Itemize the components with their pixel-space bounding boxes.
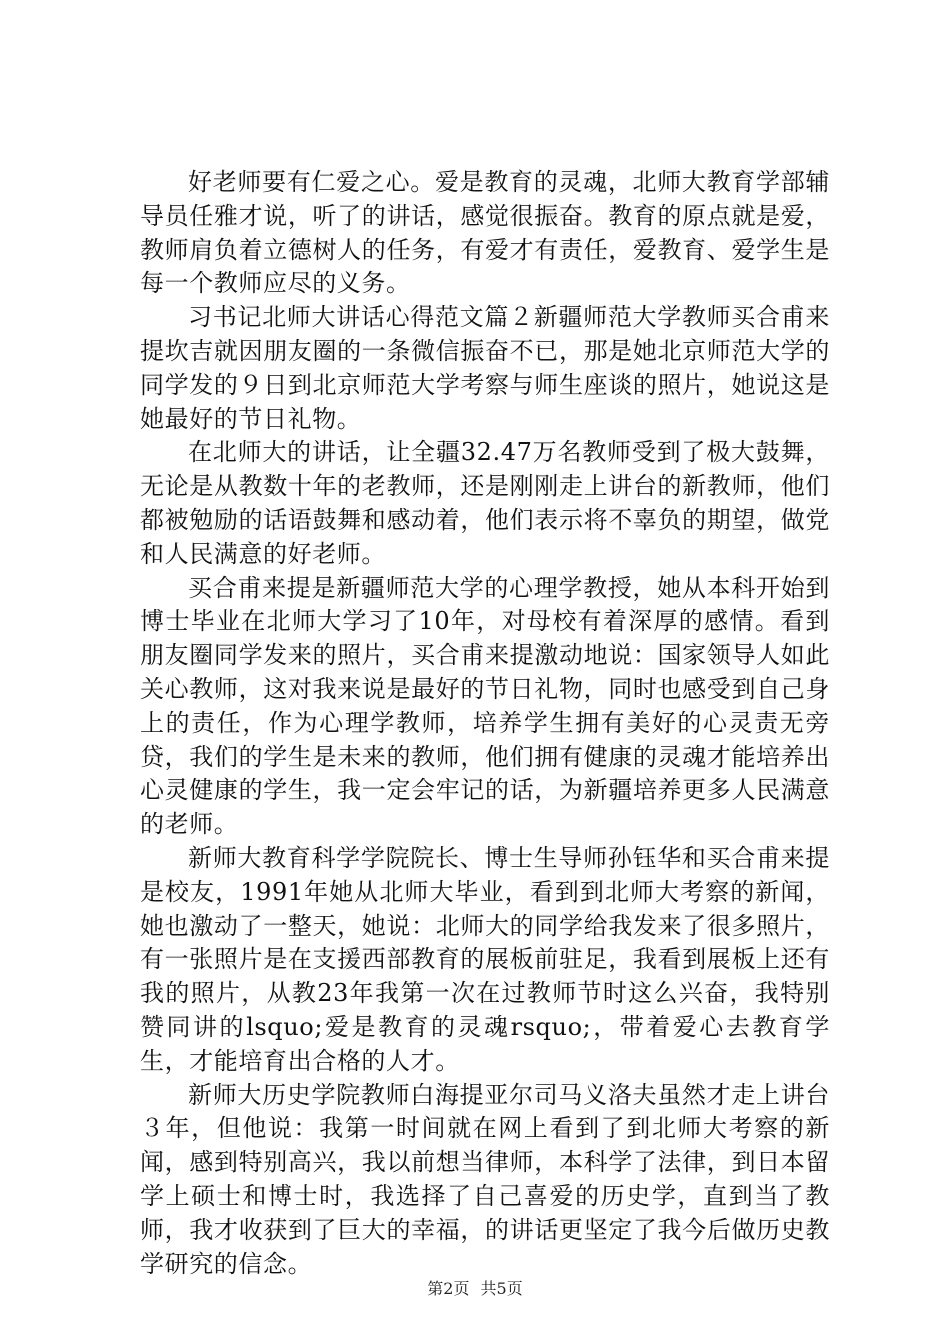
paragraph-1: 好老师要有仁爱之心。爱是教育的灵魂，北师大教育学部辅导员任雅才说，听了的讲话，感觉很振奋。教育的原点就是爱，教师肩负着立德树人的任务，有爱才有责任，爱教育、爱学生是每一个教师应尽的义务。 [140,168,830,298]
page-total: 共5页 [480,1279,523,1298]
page-footer [0,1279,950,1299]
paragraph-4: 买合甫来提是新疆师范大学的心理学教授，她从本科开始到博士毕业在北师大学习了10年，对母校有着深厚的感情。看到朋友圈同学发来的照片，买合甫来提激动地说：国家领导人如此关心教师，这对我来说是最好的节日礼物，同时也感受到自己身上的责任，作为心理学教师，培养学生拥有美好的心灵责无旁贷，我们的学生是未来的教师，他们拥有健康的灵魂才能培养出心灵健康的学生，我一定会牢记的话，为新疆培养更多人民满意的老师。 [140,573,830,839]
paragraph-5: 新师大教育科学学院院长、博士生导师孙钰华和买合甫来提是校友，1991年她从北师大毕业，看到到北师大考察的新闻，她也激动了一整天，她说：北师大的同学给我发来了很多照片，有一张照片是在支援西部教育的展板前驻足，我看到展板上还有我的照片，从教23年我第一次在过教师节时这么兴奋，我特别赞同讲的lsquo;爱是教育的灵魂rsquo;，带着爱心去教育学生，才能培育出合格的人才。 [140,843,830,1075]
paragraph-6: 新师大历史学院教师白海提亚尔司马义洛夫虽然才走上讲台３年，但他说：我第一时间就在网上看到了到北师大考察的新闻，感到特别高兴，我以前想当律师，本科学了法律，到日本留学上硕士和博士时，我选择了自己喜爱的历史学，直到当了教师，我才收获到了巨大的幸福，的讲话更坚定了我今后做历史教学研究的信念。 [140,1080,830,1278]
paragraph-3: 在北师大的讲话，让全疆32.47万名教师受到了极大鼓舞，无论是从教数十年的老教师，还是刚刚走上讲台的新教师，他们都被勉励的话语鼓舞和感动着，他们表示将不辜负的期望，做党和人民满意的好老师。 [140,438,830,568]
paragraph-2: 习书记北师大讲话心得范文篇２新疆师范大学教师买合甫来提坎吉就因朋友圈的一条微信振奋不已，那是她北京师范大学的同学发的９日到北京师范大学考察与师生座谈的照片，她说这是她最好的节日礼物。 [140,303,830,433]
page-number: 第2页 [427,1279,470,1298]
document-body [140,166,830,1281]
